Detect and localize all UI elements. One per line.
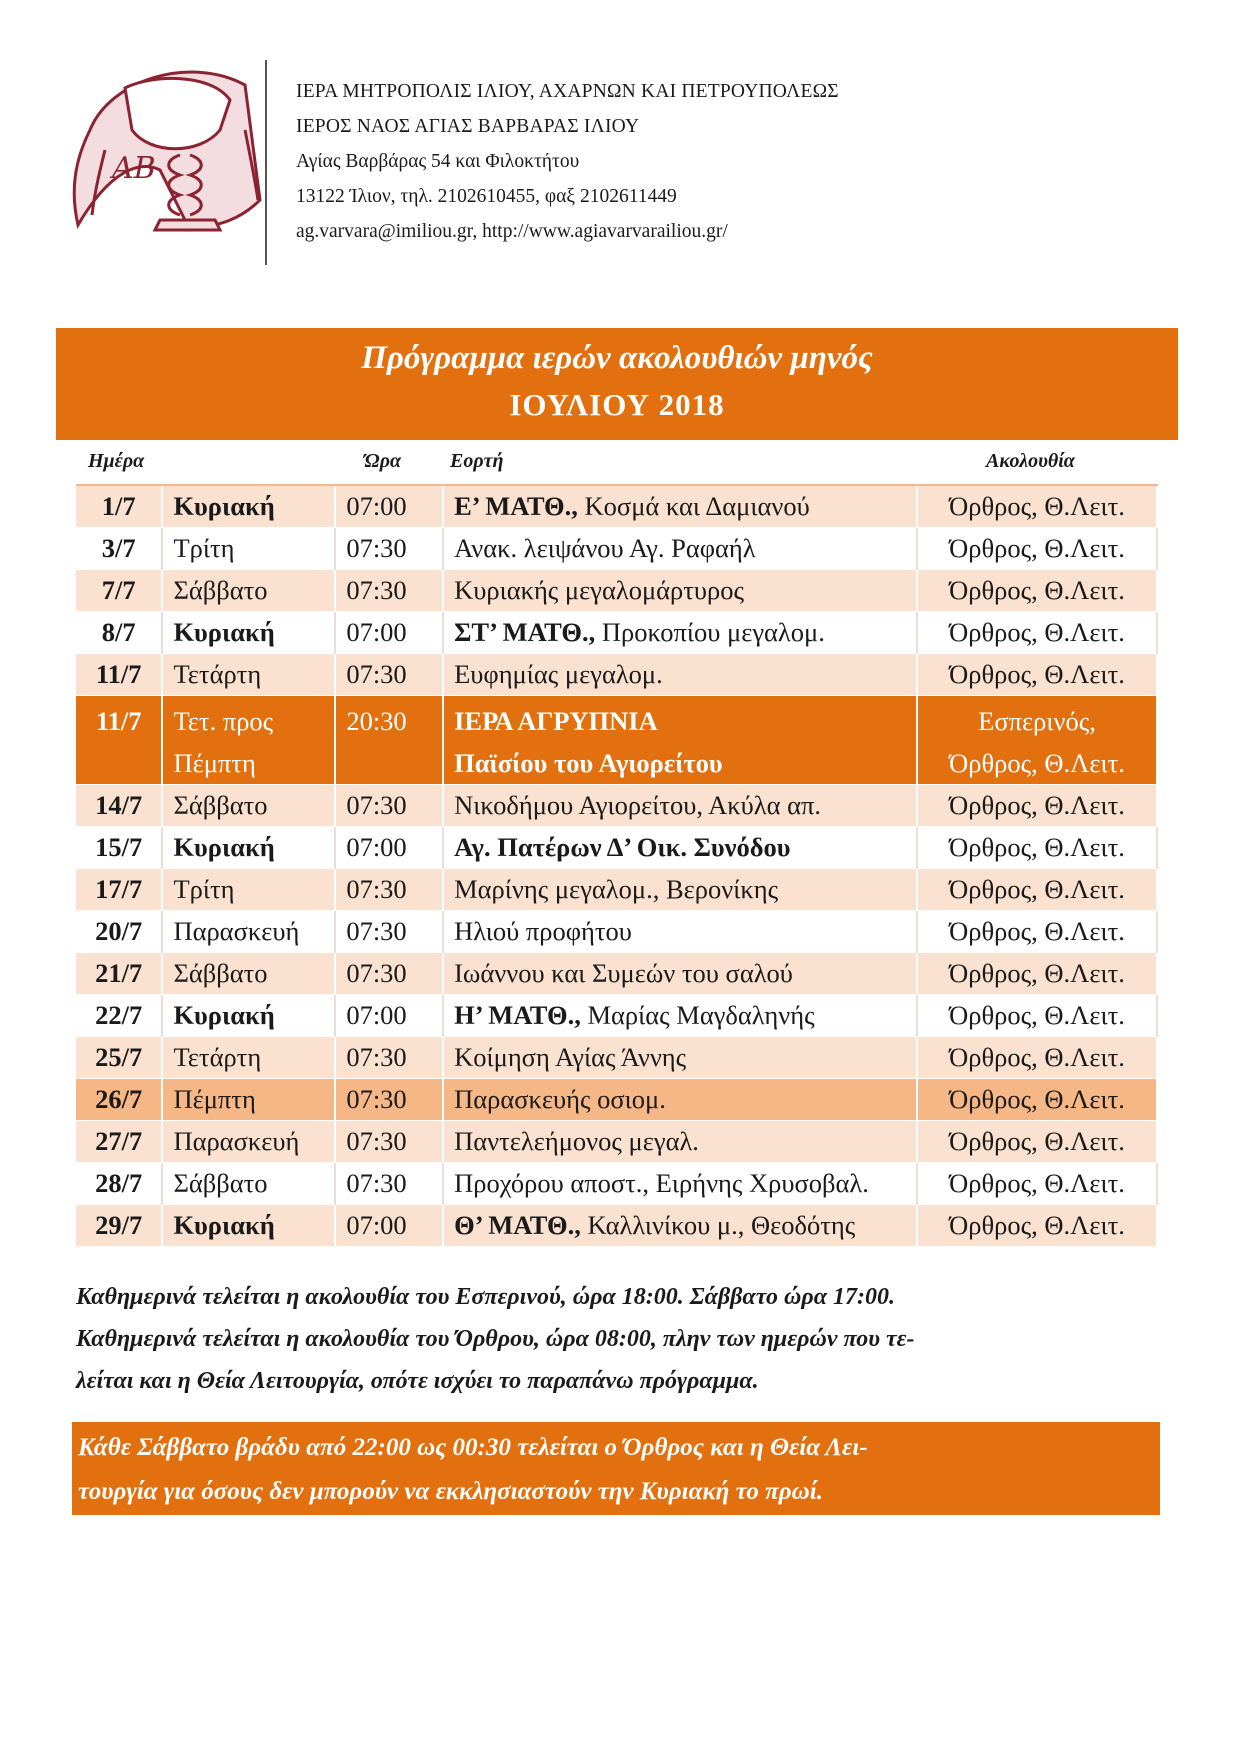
schedule-title: Πρόγραμμα ιερών ακολουθιών μηνός (361, 340, 873, 376)
day-text: Παρασκευή (173, 916, 300, 946)
time-text: 07:30 (346, 1126, 407, 1156)
cell-date (76, 1121, 162, 1163)
time-text: 07:00 (346, 617, 407, 647)
cell-day (162, 486, 335, 528)
church-email-url[interactable]: ag.varvara@imiliou.gr, http://www.agiavarvarailiou.gr/ (296, 221, 728, 242)
feast-text: Κυριακής μεγαλομάρτυρος (454, 575, 745, 605)
cell-time (335, 953, 443, 995)
table-row (76, 1121, 1157, 1163)
cell-time (335, 827, 443, 869)
service-text: Όρθρος, Θ.Λειτ. (949, 790, 1125, 820)
day-text: Κυριακή (173, 491, 275, 521)
service-text: Όρθρος, Θ.Λειτ. (949, 491, 1125, 521)
day-text: Κυριακή (173, 832, 275, 862)
col-header-feast: Εορτή (450, 450, 504, 472)
feast-text: Κοίμηση Αγίας Άννης (454, 1042, 687, 1072)
time-text: 07:30 (346, 533, 407, 563)
cell-time (335, 612, 443, 654)
feast-text: Μαρίνης μεγαλομ., Βερονίκης (454, 874, 779, 904)
cell-day (162, 654, 335, 696)
cell-day (162, 570, 335, 612)
cell-date (76, 911, 162, 953)
cell-date (76, 953, 162, 995)
time-text: 07:30 (346, 916, 407, 946)
cell-feast (443, 1121, 917, 1163)
time-text: 07:00 (346, 491, 407, 521)
time-text: 07:30 (346, 874, 407, 904)
cell-feast (443, 995, 917, 1037)
cell-day (162, 696, 335, 785)
cell-time (335, 869, 443, 911)
metropolis-name: ΙΕΡΑ ΜΗΤΡΟΠΟΛΙΣ ΙΛΙΟΥ, ΑΧΑΡΝΩΝ ΚΑΙ ΠΕΤΡΟΥΠΟΛΕΩΣ (296, 81, 839, 102)
cell-service (917, 1121, 1157, 1163)
date-text: 7/7 (101, 575, 136, 605)
cell-time (335, 528, 443, 570)
feast-text: Κοσμά και Δαμιανού (577, 491, 810, 521)
cell-date (76, 869, 162, 911)
cell-day (162, 911, 335, 953)
chalice-logo-icon (70, 60, 275, 235)
feast-text: Ανακ. λειψάνου Αγ. Ραφαήλ (454, 533, 756, 563)
cell-service (917, 827, 1157, 869)
time-text: 07:00 (346, 832, 407, 862)
date-text: 26/7 (95, 1084, 143, 1114)
cell-feast (443, 869, 917, 911)
cell-feast (443, 654, 917, 696)
cell-day (162, 827, 335, 869)
service-text: Όρθρος, Θ.Λειτ. (949, 617, 1125, 647)
cell-date (76, 1163, 162, 1205)
date-text: 11/7 (95, 659, 142, 689)
service-text: Όρθρος, Θ.Λειτ. (949, 958, 1125, 988)
cell-day (162, 995, 335, 1037)
service-text: Όρθρος, Θ.Λειτ. (949, 1084, 1125, 1114)
feast-bold-text: Θ’ ΜΑΤΘ., (454, 1210, 581, 1240)
time-text: 07:30 (346, 958, 407, 988)
date-text: 11/7 (95, 706, 142, 736)
table-row (76, 486, 1157, 528)
service-text: Όρθρος, Θ.Λειτ. (949, 1000, 1125, 1030)
cell-feast (443, 612, 917, 654)
cell-date (76, 785, 162, 827)
day-text: Σάββατο (173, 958, 268, 988)
cell-feast (443, 827, 917, 869)
date-text: 17/7 (95, 874, 143, 904)
cell-date (76, 612, 162, 654)
cell-time (335, 696, 443, 785)
cell-date (76, 570, 162, 612)
cell-service (917, 995, 1157, 1037)
cell-date (76, 827, 162, 869)
cell-time (335, 570, 443, 612)
cell-time (335, 1037, 443, 1079)
cell-service (917, 1079, 1157, 1121)
date-text: 1/7 (101, 491, 136, 521)
table-row (76, 995, 1157, 1037)
feast-bold-text: Η’ ΜΑΤΘ., (454, 1000, 581, 1030)
cell-feast (443, 696, 917, 785)
cell-time (335, 1121, 443, 1163)
day-text: Τετάρτη (173, 1042, 262, 1072)
time-text: 07:30 (346, 659, 407, 689)
service-text: Όρθρος, Θ.Λειτ. (949, 748, 1125, 778)
col-header-service: Ακολουθία (986, 450, 1075, 472)
cell-day (162, 1037, 335, 1079)
feast-bold-text: ΙΕΡΑ ΑΓΡΥΠΝΙΑ (454, 706, 658, 736)
cell-feast (443, 486, 917, 528)
notice-line: τουργία για όσους δεν μπορούν να εκκλησιαστούν την Κυριακή το πρωί. (78, 1478, 823, 1505)
cell-service (917, 570, 1157, 612)
date-text: 25/7 (95, 1042, 143, 1072)
cell-date (76, 995, 162, 1037)
time-text: 07:30 (346, 790, 407, 820)
cell-service (917, 696, 1157, 785)
cell-service (917, 654, 1157, 696)
schedule-title-banner (56, 328, 1178, 440)
day-text: Πέμπτη (173, 1084, 256, 1114)
cell-time (335, 1205, 443, 1247)
cell-service (917, 612, 1157, 654)
day-text: Σάββατο (173, 790, 268, 820)
feast-text: Ιωάννου και Συμεών του σαλού (454, 958, 793, 988)
cell-date (76, 1079, 162, 1121)
service-text: Όρθρος, Θ.Λειτ. (949, 1042, 1125, 1072)
day-text: Παρασκευή (173, 1126, 300, 1156)
cell-day (162, 1205, 335, 1247)
feast-bold-text: ΣΤ’ ΜΑΤΘ., (454, 617, 596, 647)
day-text: Τρίτη (173, 874, 235, 904)
feast-text: Ηλιού προφήτου (454, 916, 632, 946)
table-row (76, 911, 1157, 953)
cell-feast (443, 1205, 917, 1247)
cell-date (76, 528, 162, 570)
table-row (76, 1037, 1157, 1079)
date-text: 28/7 (95, 1168, 143, 1198)
cell-date (76, 486, 162, 528)
church-contact-block (296, 74, 839, 249)
cell-feast (443, 953, 917, 995)
col-header-day: Ημέρα (88, 450, 145, 472)
day-text: Τετ. προς (173, 706, 274, 736)
feast-text: Νικοδήμου Αγιορείτου, Ακύλα απ. (454, 790, 822, 820)
table-row (76, 785, 1157, 827)
date-text: 21/7 (95, 958, 143, 988)
date-text: 15/7 (95, 832, 143, 862)
date-text: 20/7 (95, 916, 143, 946)
time-text: 07:00 (346, 1000, 407, 1030)
time-text: 07:30 (346, 575, 407, 605)
feast-text: Προχόρου αποστ., Ειρήνης Χρυσοβαλ. (454, 1168, 869, 1198)
notice-line: Κάθε Σάββατο βράδυ από 22:00 ως 00:30 τελείται ο Όρθρος και η Θεία Λει- (78, 1434, 868, 1461)
cell-day (162, 785, 335, 827)
service-text: Όρθρος, Θ.Λειτ. (949, 1126, 1125, 1156)
cell-service (917, 953, 1157, 995)
day-text: Τρίτη (173, 533, 235, 563)
day-text: Πέμπτη (173, 748, 256, 778)
cell-feast (443, 528, 917, 570)
feast-text: Ευφημίας μεγαλομ. (454, 659, 663, 689)
date-text: 3/7 (101, 533, 136, 563)
cell-feast (443, 1079, 917, 1121)
day-text: Σάββατο (173, 1168, 268, 1198)
cell-time (335, 911, 443, 953)
service-text: Όρθρος, Θ.Λειτ. (949, 575, 1125, 605)
cell-day (162, 1121, 335, 1163)
letterhead (70, 60, 1170, 270)
service-text: Όρθρος, Θ.Λειτ. (949, 874, 1125, 904)
logo-letters: ΑΒ (112, 151, 156, 186)
cell-time (335, 1163, 443, 1205)
feast-text: Παντελεήμονος μεγαλ. (454, 1126, 699, 1156)
service-text: Όρθρος, Θ.Λειτ. (949, 659, 1125, 689)
service-text: Όρθρος, Θ.Λειτ. (949, 1210, 1125, 1240)
cell-time (335, 486, 443, 528)
services-schedule-table (76, 486, 1158, 1247)
date-text: 22/7 (95, 1000, 143, 1030)
cell-time (335, 1079, 443, 1121)
table-row (76, 869, 1157, 911)
cell-date (76, 1037, 162, 1079)
cell-time (335, 785, 443, 827)
cell-feast (443, 570, 917, 612)
cell-service (917, 528, 1157, 570)
cell-day (162, 528, 335, 570)
cell-day (162, 953, 335, 995)
date-text: 14/7 (95, 790, 143, 820)
date-text: 8/7 (101, 617, 136, 647)
date-text: 29/7 (95, 1210, 143, 1240)
day-text: Τετάρτη (173, 659, 262, 689)
feast-bold-text: Ε’ ΜΑΤΘ., (454, 491, 578, 521)
cell-date (76, 1205, 162, 1247)
cell-day (162, 1079, 335, 1121)
note-line: λείται και η Θεία Λειτουργία, οπότε ισχύει το παραπάνω πρόγραμμα. (76, 1368, 759, 1394)
feast-bold-text: Αγ. Πατέρων Δ’ Οικ. Συνόδου (454, 832, 791, 862)
col-header-time: Ώρα (364, 450, 402, 472)
cell-service (917, 1163, 1157, 1205)
feast-text: Μαρίας Μαγδαληνής (580, 1000, 815, 1030)
schedule-month: ΙΟΥΛΙΟΥ 2018 (509, 387, 725, 422)
note-line: Καθημερινά τελείται η ακολουθία του Εσπερινού, ώρα 18:00. Σάββατο ώρα 17:00. (76, 1284, 896, 1310)
church-phone-fax: 13122 Ίλιον, τηλ. 2102610455, φαξ 2102611449 (296, 186, 677, 207)
feast-text: Προκοπίου μεγαλομ. (595, 617, 825, 647)
day-text: Κυριακή (173, 1210, 275, 1240)
table-row (76, 570, 1157, 612)
church-name: ΙΕΡΟΣ ΝΑΟΣ ΑΓΙΑΣ ΒΑΡΒΑΡΑΣ ΙΛΙΟΥ (296, 116, 640, 137)
saturday-vigil-notice (72, 1422, 1160, 1515)
table-row (76, 1079, 1157, 1121)
table-row (76, 827, 1157, 869)
daily-services-note (76, 1276, 1156, 1402)
cell-day (162, 612, 335, 654)
cell-service (917, 869, 1157, 911)
table-row (76, 654, 1157, 696)
service-text: Όρθρος, Θ.Λειτ. (949, 832, 1125, 862)
time-text: 07:30 (346, 1042, 407, 1072)
time-text: 07:00 (346, 1210, 407, 1240)
date-text: 27/7 (95, 1126, 143, 1156)
day-text: Κυριακή (173, 1000, 275, 1030)
feast-text: Παρασκευής οσιομ. (454, 1084, 666, 1114)
cell-service (917, 486, 1157, 528)
table-row (76, 528, 1157, 570)
cell-day (162, 869, 335, 911)
table-row (76, 696, 1157, 785)
cell-time (335, 654, 443, 696)
cell-service (917, 1037, 1157, 1079)
table-row (76, 1163, 1157, 1205)
service-text: Όρθρος, Θ.Λειτ. (949, 533, 1125, 563)
table-row (76, 1205, 1157, 1247)
day-text: Σάββατο (173, 575, 268, 605)
cell-feast (443, 911, 917, 953)
cell-date (76, 654, 162, 696)
cell-feast (443, 785, 917, 827)
cell-feast (443, 1037, 917, 1079)
feast-bold-text: Παϊσίου του Αγιορείτου (454, 748, 723, 778)
cell-service (917, 785, 1157, 827)
service-text: Εσπερινός, (978, 706, 1096, 736)
cell-date (76, 696, 162, 785)
table-row (76, 612, 1157, 654)
feast-text: Καλλινίκου μ., Θεοδότης (580, 1210, 856, 1240)
service-text: Όρθρος, Θ.Λειτ. (949, 1168, 1125, 1198)
table-row (76, 953, 1157, 995)
service-text: Όρθρος, Θ.Λειτ. (949, 916, 1125, 946)
cell-service (917, 1205, 1157, 1247)
time-text: 07:30 (346, 1168, 407, 1198)
cell-service (917, 911, 1157, 953)
time-text: 07:30 (346, 1084, 407, 1114)
church-address: Αγίας Βαρβάρας 54 και Φιλοκτήτου (296, 151, 580, 172)
cell-day (162, 1163, 335, 1205)
note-line: Καθημερινά τελείται η ακολουθία του Όρθρου, ώρα 08:00, πλην των ημερών που τε- (76, 1326, 915, 1352)
cell-feast (443, 1163, 917, 1205)
header-divider (265, 60, 267, 265)
time-text: 20:30 (346, 706, 407, 736)
cell-time (335, 995, 443, 1037)
day-text: Κυριακή (173, 617, 275, 647)
